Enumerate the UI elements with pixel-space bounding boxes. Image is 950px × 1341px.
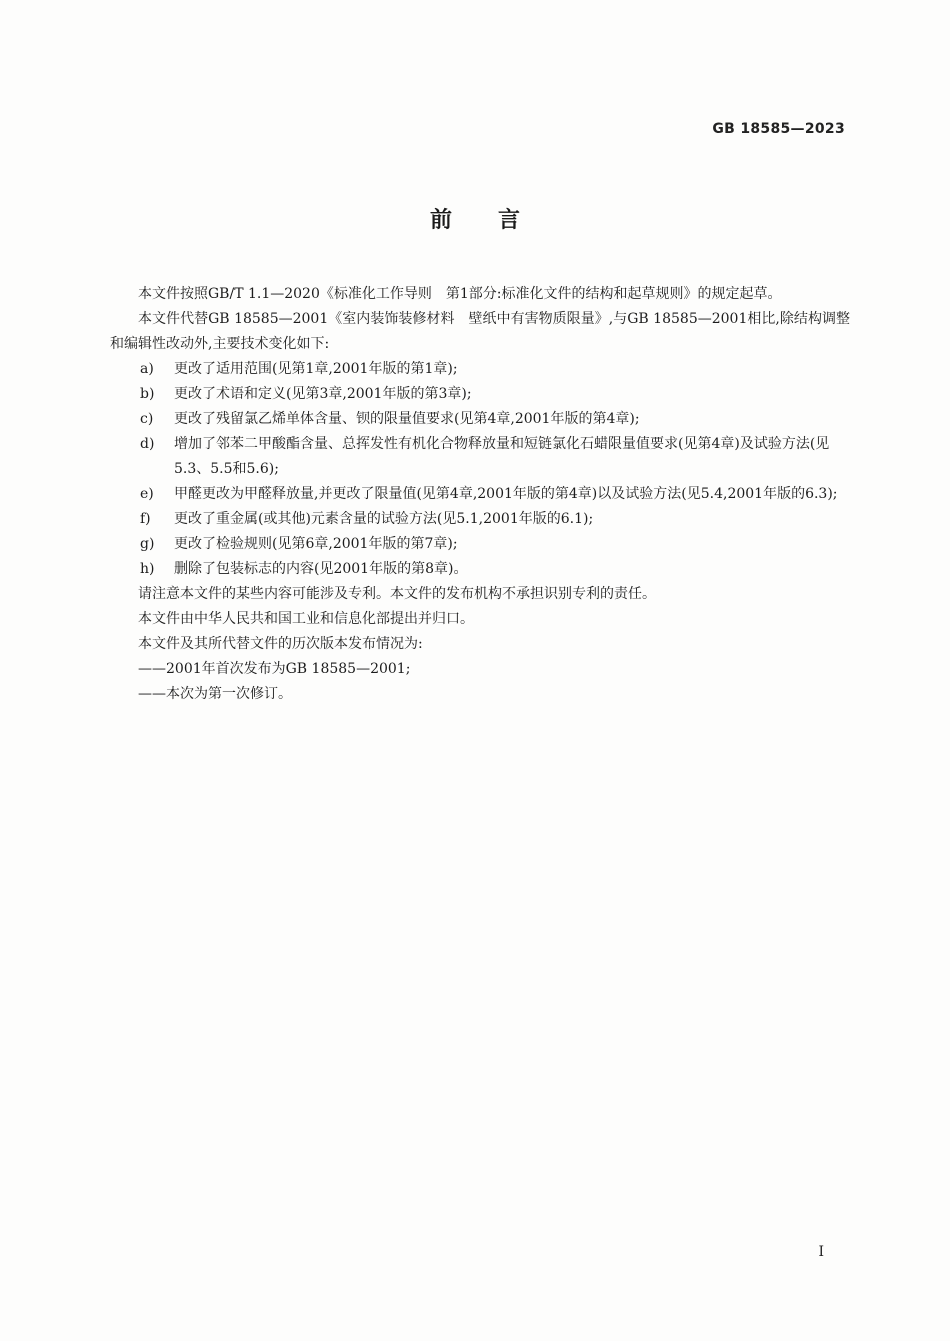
list-item-text: 更改了检验规则(见第6章,2001年版的第7章); [174, 536, 458, 552]
list-item-text: 增加了邻苯二甲酸酯含量、总挥发性有机化合物释放量和短链氯化石蜡限量值要求(见第4章)及试验方法(见5.3、5.5和5.6); [174, 436, 830, 477]
list-item [110, 407, 850, 432]
list-marker: a) [140, 361, 154, 377]
page-number: I [818, 1244, 824, 1260]
document-code: GB 18585—2023 [712, 121, 845, 137]
list-item-text: 删除了包装标志的内容(见2001年版的第8章)。 [174, 561, 468, 577]
paragraph-patent-notice: 请注意本文件的某些内容可能涉及专利。本文件的发布机构不承担识别专利的责任。 [138, 586, 656, 602]
technical-changes-list [110, 357, 850, 582]
document-body [110, 282, 850, 707]
list-item [110, 432, 850, 482]
paragraph-proposer: 本文件由中华人民共和国工业和信息化部提出并归口。 [138, 611, 474, 627]
list-item-text: 更改了残留氯乙烯单体含量、钡的限量值要求(见第4章,2001年版的第4章); [174, 411, 640, 427]
page-title: 前言 [429, 208, 566, 233]
list-item-text: 甲醛更改为甲醛释放量,并更改了限量值(见第4章,2001年版的第4章)以及试验方法(见5.4,2001年版的6.3); [174, 486, 838, 502]
paragraph-drafting-rules: 本文件按照GB/T 1.1—2020《标准化工作导则 第1部分:标准化文件的结构和起草规则》的规定起草。 [138, 286, 782, 302]
list-item [110, 532, 850, 557]
version-history-list [110, 657, 850, 707]
list-marker: g) [140, 536, 155, 552]
list-item [110, 382, 850, 407]
list-item [110, 357, 850, 382]
list-item-text: 更改了适用范围(见第1章,2001年版的第1章); [174, 361, 458, 377]
list-item-text: 更改了重金属(或其他)元素含量的试验方法(见5.1,2001年版的6.1); [174, 511, 594, 527]
list-marker: c) [140, 411, 154, 427]
list-marker: e) [140, 486, 154, 502]
paragraph-history-intro: 本文件及其所代替文件的历次版本发布情况为: [138, 636, 423, 652]
list-item [110, 557, 850, 582]
list-marker: f) [140, 511, 151, 527]
history-item: ——本次为第一次修订。 [138, 686, 292, 702]
list-item [110, 482, 850, 507]
list-item-text: 更改了术语和定义(见第3章,2001年版的第3章); [174, 386, 472, 402]
paragraph-replacement: 本文件代替GB 18585—2001《室内装饰装修材料 壁纸中有害物质限量》,与GB 18585—2001相比,除结构调整和编辑性改动外,主要技术变化如下: [110, 311, 850, 352]
list-item [110, 507, 850, 532]
list-marker: h) [140, 561, 155, 577]
list-marker: b) [140, 386, 155, 402]
history-item: ——2001年首次发布为GB 18585—2001; [138, 661, 411, 677]
list-marker: d) [140, 436, 155, 452]
